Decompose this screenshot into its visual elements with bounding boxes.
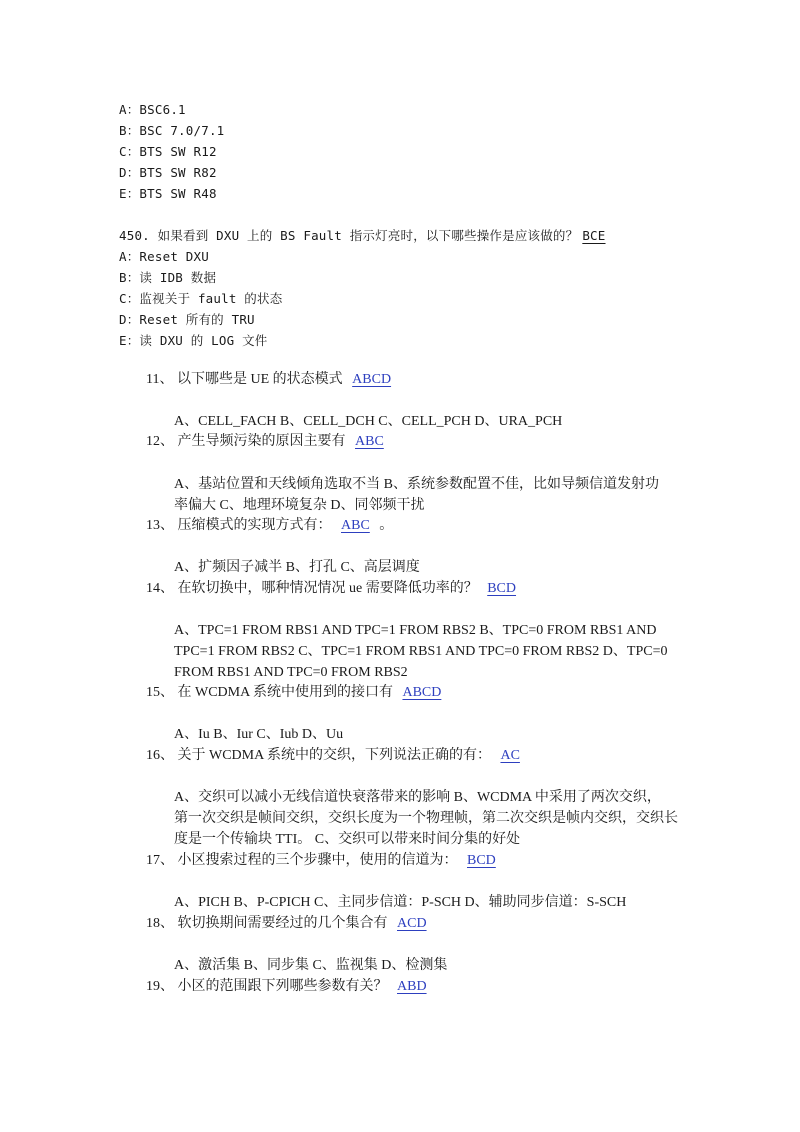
- question-number: 15、: [146, 685, 174, 700]
- question-18: [146, 914, 433, 934]
- option-line: A、基站位置和天线倾角选取不当 B、系统参数配置不佳，比如导频信道发射功: [174, 477, 659, 492]
- option-line: A、PICH B、P-CPICH C、主同步信道：P-SCH D、辅助同步信道：S-SCH: [174, 895, 627, 910]
- answer: BCD: [467, 853, 496, 868]
- option-line: A、激活集 B、同步集 C、监视集 D、检测集: [174, 958, 448, 973]
- option-line: FROM RBS1 AND TPC=0 FROM RBS2: [174, 665, 408, 680]
- question-number: 13、: [146, 518, 174, 533]
- question-stem: 关于 WCDMA 系统中的交织，下列说法正确的有：: [177, 748, 491, 763]
- answer: ABD: [397, 979, 427, 994]
- question-stem: 小区搜索过程的三个步骤中，使用的信道为：: [177, 853, 458, 868]
- option-line: A、Iu B、Iur C、Iub D、Uu: [174, 727, 344, 742]
- question-number: 14、: [146, 581, 174, 596]
- question-number: 16、: [146, 748, 174, 763]
- question-number: 11、: [146, 372, 174, 387]
- question-number: 12、: [146, 434, 174, 449]
- question-suffix: 。: [379, 518, 394, 533]
- option-line: D：BTS SW R82: [119, 165, 217, 180]
- question-stem: 在软切换中，哪种情况情况 ue 需要降低功率的？: [177, 581, 478, 596]
- answer: ABCD: [402, 685, 442, 700]
- option-line: A、TPC=1 FROM RBS1 AND TPC=1 FROM RBS2 B、TPC=0 FROM RBS1 AND: [174, 623, 657, 638]
- question-stem: 软切换期间需要经过的几个集合有: [177, 916, 388, 931]
- answer: ACD: [397, 916, 427, 931]
- option-line: E：读 DXU 的 LOG 文件: [119, 333, 268, 348]
- answer: ABC: [341, 518, 370, 533]
- question-stem: 产生导频污染的原因主要有: [177, 434, 346, 449]
- question-stem: 以下哪些是 UE 的状态模式: [176, 372, 343, 387]
- question-stem: 小区的范围跟下列哪些参数有关？: [177, 979, 388, 994]
- question-15: [146, 683, 447, 703]
- option-line: A：BSC6.1: [119, 102, 186, 117]
- question-12: [146, 432, 390, 452]
- option-line: A：Reset DXU: [119, 249, 209, 264]
- question-17: [146, 851, 502, 871]
- question-stem: 在 WCDMA 系统中使用到的接口有: [177, 685, 393, 700]
- answer: ABCD: [352, 372, 392, 387]
- answer: BCE: [582, 228, 606, 243]
- question-450: [119, 226, 606, 246]
- option-line: A、CELL_FACH B、CELL_DCH C、CELL_PCH D、URA_PCH: [174, 414, 563, 429]
- question-number: 18、: [146, 916, 174, 931]
- question-16: [146, 746, 526, 766]
- option-line: A、交织可以减小无线信道快衰落带来的影响 B、WCDMA 中采用了两次交织，: [174, 790, 661, 805]
- answer: AC: [500, 748, 520, 763]
- option-line: 率偏大 C、地理环境复杂 D、同邻频干扰: [174, 498, 425, 513]
- question-number: 19、: [146, 979, 174, 994]
- answer: ABC: [355, 434, 384, 449]
- option-line: B：BSC 7.0/7.1: [119, 123, 225, 138]
- option-line: C：监视关于 fault 的状态: [119, 291, 283, 306]
- question-19: [146, 977, 433, 997]
- answer: BCD: [487, 581, 517, 596]
- question-stem: 压缩模式的实现方式有：: [177, 518, 332, 533]
- option-line: TPC=1 FROM RBS2 C、TPC=1 FROM RBS1 AND TPC=0 FROM RBS2 D、TPC=0: [174, 644, 668, 659]
- option-line: C：BTS SW R12: [119, 144, 217, 159]
- option-line: E：BTS SW R48: [119, 186, 217, 201]
- question-number: 17、: [146, 853, 174, 868]
- option-line: 度是一个传输块 TTI。 C、交织可以带来时间分集的好处: [174, 832, 521, 847]
- option-line: D：Reset 所有的 TRU: [119, 312, 255, 327]
- option-line: B：读 IDB 数据: [119, 270, 217, 285]
- question-13: [146, 516, 393, 536]
- option-line: A、扩频因子减半 B、打孔 C、高层调度: [174, 560, 420, 575]
- question-11: [146, 370, 397, 390]
- question-14: [146, 579, 522, 599]
- question-stem: 450. 如果看到 DXU 上的 BS Fault 指示灯亮时，以下哪些操作是应该做的？: [119, 228, 579, 243]
- option-line: 第一次交织是帧间交织，交织长度为一个物理帧，第二次交织是帧内交织，交织长: [174, 811, 678, 826]
